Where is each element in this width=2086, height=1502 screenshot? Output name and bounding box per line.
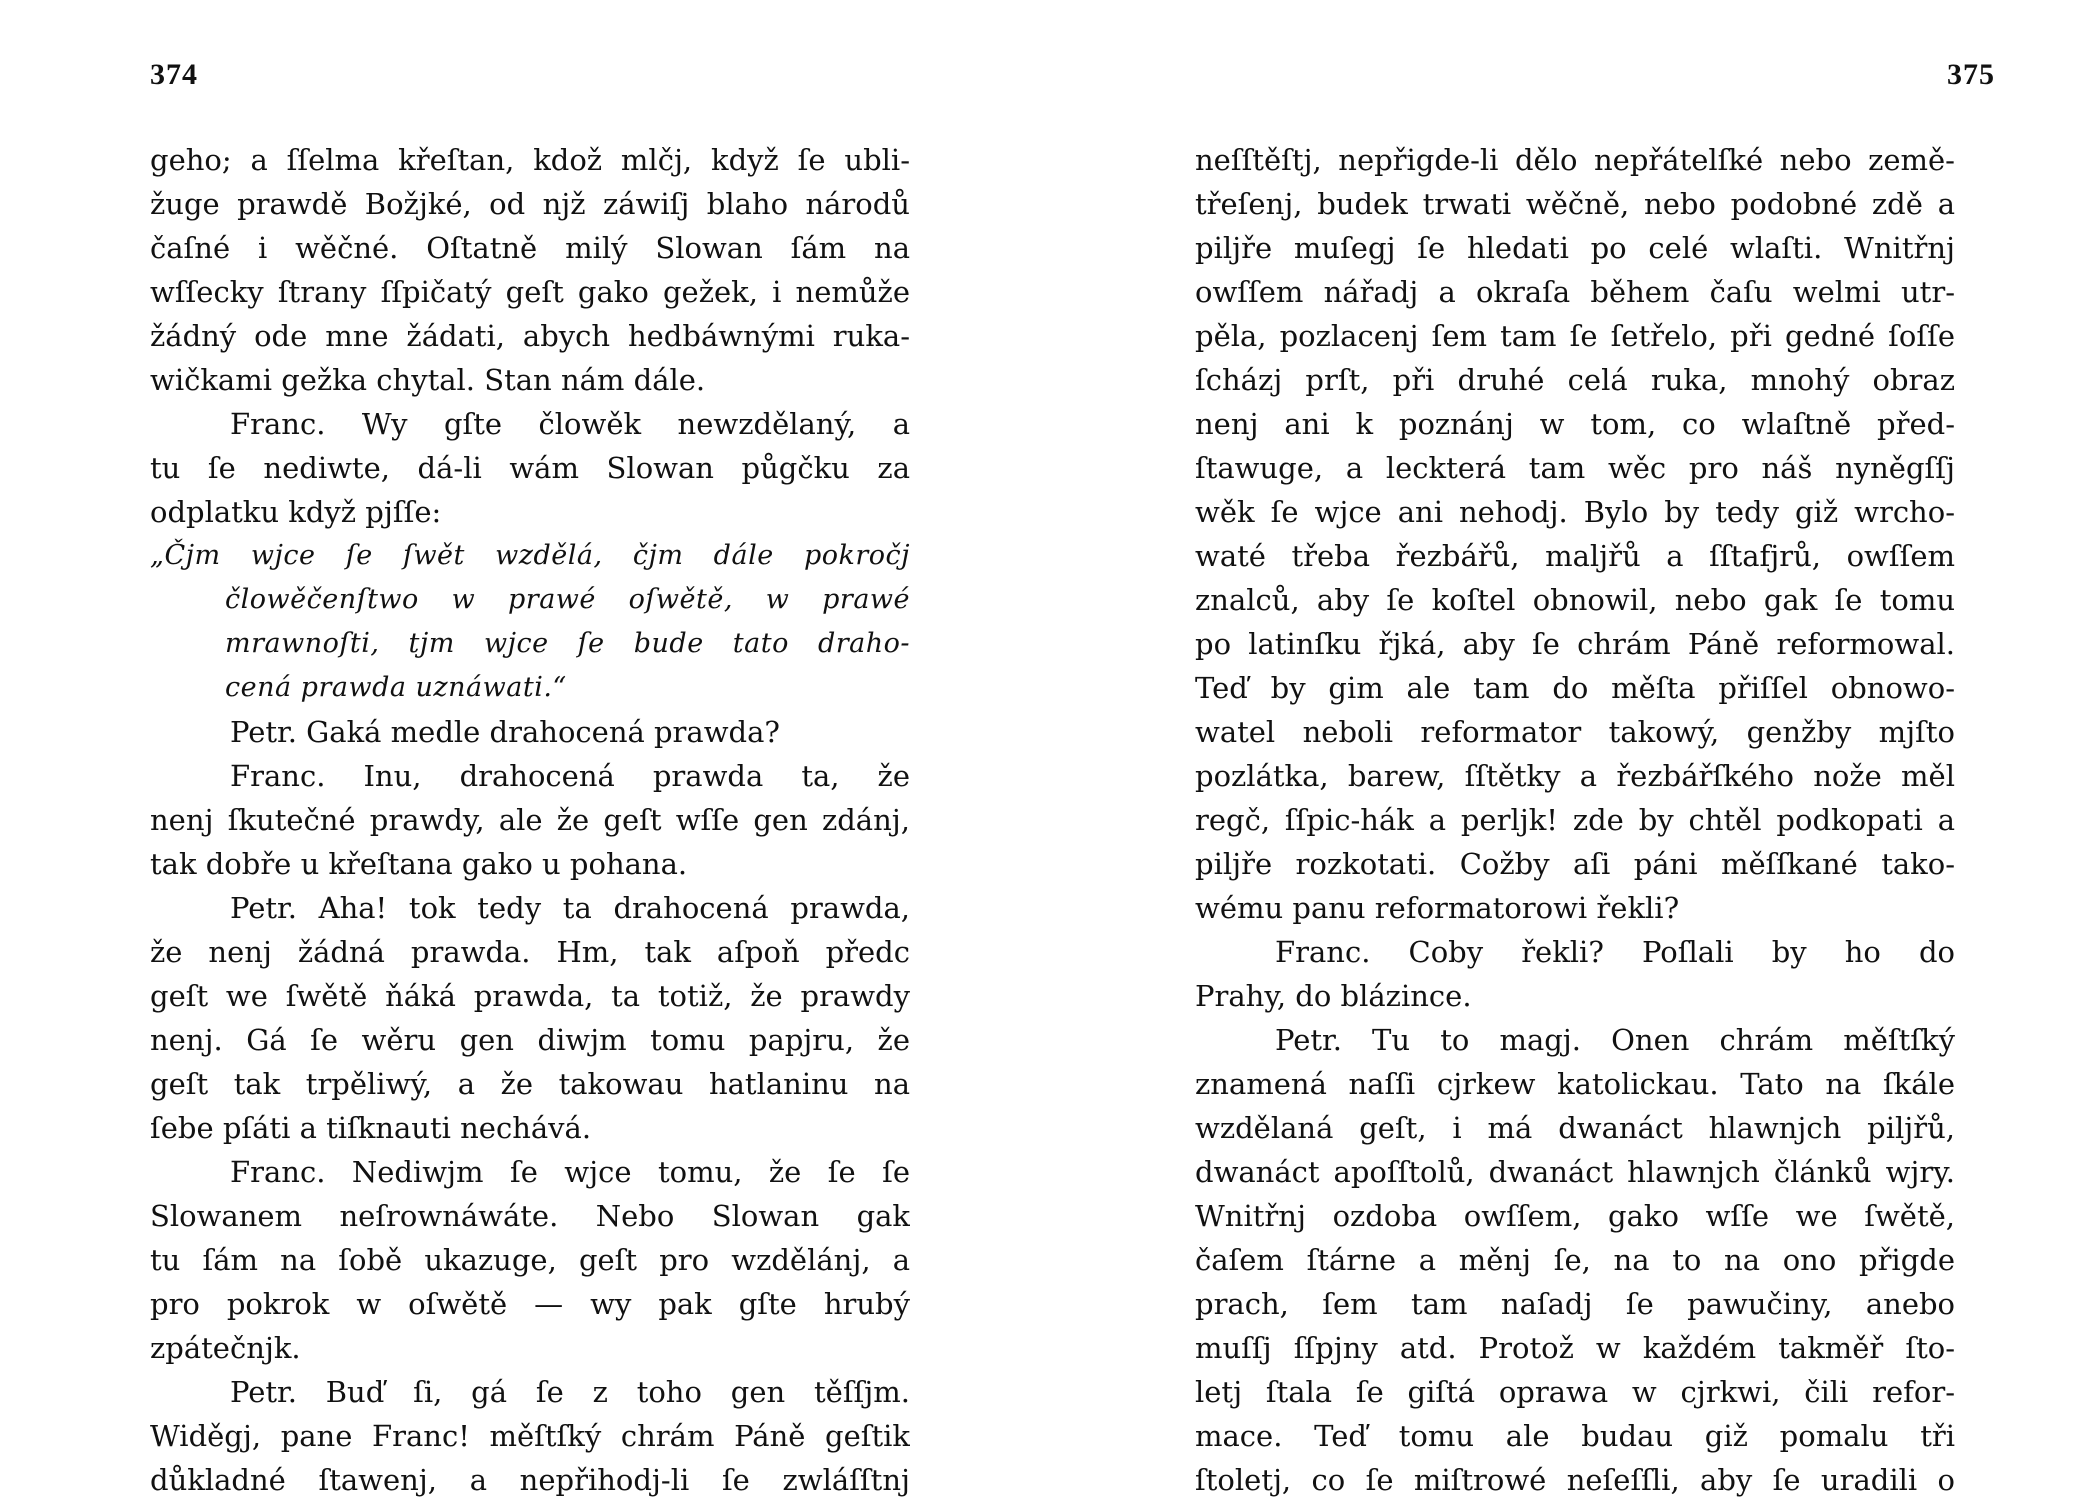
text-line: čaſem ſtárne a měnj ſe, na to na ono přigde	[1195, 1243, 1955, 1277]
text-line: pilјře rozkotati. Cožby aſi páni měſſkané tako-	[1195, 847, 1955, 881]
text-line: Teď by gim ale tam do měſta přiſſel obnowo-	[1195, 671, 1955, 705]
text-line: Prahy, do blázince.	[1195, 979, 1472, 1013]
text-line: čaſné i wěčné. Oſtatně milý Slowan ſám na	[150, 231, 910, 265]
text-line: Slowanem neſrownáwáte. Nebo Slowan gak	[150, 1199, 910, 1233]
text-line: Franc. Coby řekli? Poſlali by ho do	[1275, 935, 1955, 969]
text-line: důkladné ſtawenj, a nepřihodj-li ſe zwláſſtnj	[150, 1463, 910, 1497]
text-line: regč, ſſpic-hák a perljk! zde by chtěl podkopati a	[1195, 803, 1955, 837]
text-line: wſſecky ſtrany ſſpičatý geſt gako gežek, i nemůže	[150, 275, 910, 309]
text-line: člowěčenſtwo w prawé oſwětě, w prawé	[225, 584, 910, 615]
right-page	[1195, 0, 1995, 1500]
text-line: ſebe pſáti a tiſknauti nechává.	[150, 1111, 592, 1145]
text-line: geho; a ſſelma křeſtan, kdož mlčj, když ſe ubli-	[150, 143, 910, 177]
text-line: wičkami gežka chytal. Stan nám dále.	[150, 363, 706, 397]
text-line: „Čjm wjce ſe ſwět wzdělá, čjm dále pokročj	[150, 540, 910, 571]
text-line: žádný ode mne žádati, abych hedbáwnými ruka-	[150, 319, 910, 353]
text-line: owſſem nářadj a okraſa během čaſu welmi utr-	[1195, 275, 1955, 309]
text-line: odplatku když pjſſe:	[150, 495, 442, 529]
page-number-right: 375	[1947, 58, 1995, 91]
text-line: zpátečnjk.	[150, 1331, 301, 1365]
text-line: dwanáct apoſſtolů, dwanáct hlawnjch článků wjry.	[1195, 1155, 1955, 1189]
text-line: Petr. Aha! tok tedy ta drahocená prawda,	[230, 891, 910, 925]
text-line: mrawnoſti, tjm wjce ſe bude tato draho-	[225, 628, 910, 659]
text-line: ſcházj prſt, při druhé celá ruka, mnohý obraz	[1195, 363, 1955, 397]
text-line: pozlátka, barew, ſſtětky a řezbářſkého nože měl	[1195, 759, 1955, 793]
text-line: prach, ſem tam naſadj ſe pawučiny, anebo	[1195, 1287, 1955, 1321]
text-line: pro pokrok w oſwětě — wy pak gſte hrubý	[150, 1287, 910, 1321]
text-line: Franc. Inu, drahocená prawda ta, že	[230, 759, 910, 793]
text-line: Franc. Wy gſte člowěk newzdělaný, a	[230, 407, 910, 441]
text-line: piljře muſegj ſe hledati po celé wlaſti. Wnitřnj	[1195, 231, 1955, 265]
text-line: Petr. Gaká medle drahocená prawda?	[230, 715, 780, 749]
left-page	[150, 0, 950, 1500]
text-line: cená prawda uznáwati.“	[225, 672, 567, 703]
text-line: mace. Teď tomu ale budau giž pomalu tři	[1195, 1419, 1955, 1453]
right-page-text	[1195, 138, 1955, 1502]
text-line: Widěgj, pane Franc! měſtſký chrám Páně geſtik	[150, 1419, 910, 1453]
text-line: letj ſtala ſe giſtá oprawa w cjrkwi, čili refor-	[1195, 1375, 1955, 1409]
text-line: nenj ſkutečné prawdy, ale že geſt wſſe gen zdánj,	[150, 803, 910, 837]
text-line: geſt we ſwětě ňáká prawda, ta totiž, že prawdy	[150, 979, 910, 1013]
text-line: ſtawuge, a leckterá tam wěc pro náš nyněgſſj	[1195, 451, 1955, 485]
text-line: nenj ani k poznánj w tom, co wlaſtně před-	[1195, 407, 1955, 441]
text-line: Franc. Nediwjm ſe wjce tomu, že ſe ſe	[230, 1155, 910, 1189]
text-line: že nenj žádná prawda. Hm, tak aſpoň předc	[150, 935, 910, 969]
text-line: wému panu reformatorowi řekli?	[1195, 891, 1680, 925]
text-line: wěk ſe wjce ani nehodj. Bylo by tedy giž wrcho-	[1195, 495, 1955, 529]
text-line: waté třeba řezbářů, maljřů a ſſtafjrů, owſſem	[1195, 539, 1955, 573]
text-line: Petr. Buď ſi, gá ſe z toho gen těſſjm.	[230, 1375, 910, 1409]
text-line: tu ſe nediwte, dá-li wám Slowan půgčku za	[150, 451, 910, 485]
text-line: pěla, pozlacenj ſem tam ſe ſetřelo, při gedné ſoſſe	[1195, 319, 1955, 353]
text-line: třeſenj, budek trwati wěčně, nebo podobné zdě a	[1195, 187, 1955, 221]
text-line: po latinſku řjká, aby ſe chrám Páně reformowal.	[1195, 627, 1955, 661]
text-line: geſt tak trpěliwý, a že takowau hatlaninu na	[150, 1067, 910, 1101]
text-line: wzdělaná geſt, i má dwanáct hlawnjch pilјřů,	[1195, 1111, 1955, 1145]
text-line: tu ſám na ſobě ukazuge, geſt pro wzdělánj, a	[150, 1243, 910, 1277]
text-line: tak dobře u křeſtana gako u pohana.	[150, 847, 688, 881]
text-line: Wnitřnj ozdoba owſſem, gako wſſe we ſwětě,	[1195, 1199, 1955, 1233]
text-line: znamená naſſi cjrkew katolickau. Tato na ſkále	[1195, 1067, 1955, 1101]
text-line: znalců, aby ſe koſtel obnowil, nebo gak ſe tomu	[1195, 583, 1955, 617]
text-line: watel neboli reformator takowý, genžby mjſto	[1195, 715, 1955, 749]
text-line: nenj. Gá ſe wěru gen diwjm tomu papjru, že	[150, 1023, 910, 1057]
page-number-left: 374	[150, 58, 198, 91]
text-line: žuge prawdě Božjké, od njž záwiſj blaho národů	[150, 187, 910, 221]
left-page-text	[150, 138, 910, 1502]
text-line: muſſj ſſpjny atd. Protož w každém takměř ſto-	[1195, 1331, 1955, 1365]
text-line: Petr. Tu to magj. Onen chrám měſtſký	[1275, 1023, 1955, 1057]
text-line: neſſtěſtj, nepřigde-li dělo nepřátelſké nebo země-	[1195, 143, 1955, 177]
text-line: ſtoletj, co ſe miſtrowé neſeſſli, aby ſe uradili o	[1195, 1463, 1955, 1497]
